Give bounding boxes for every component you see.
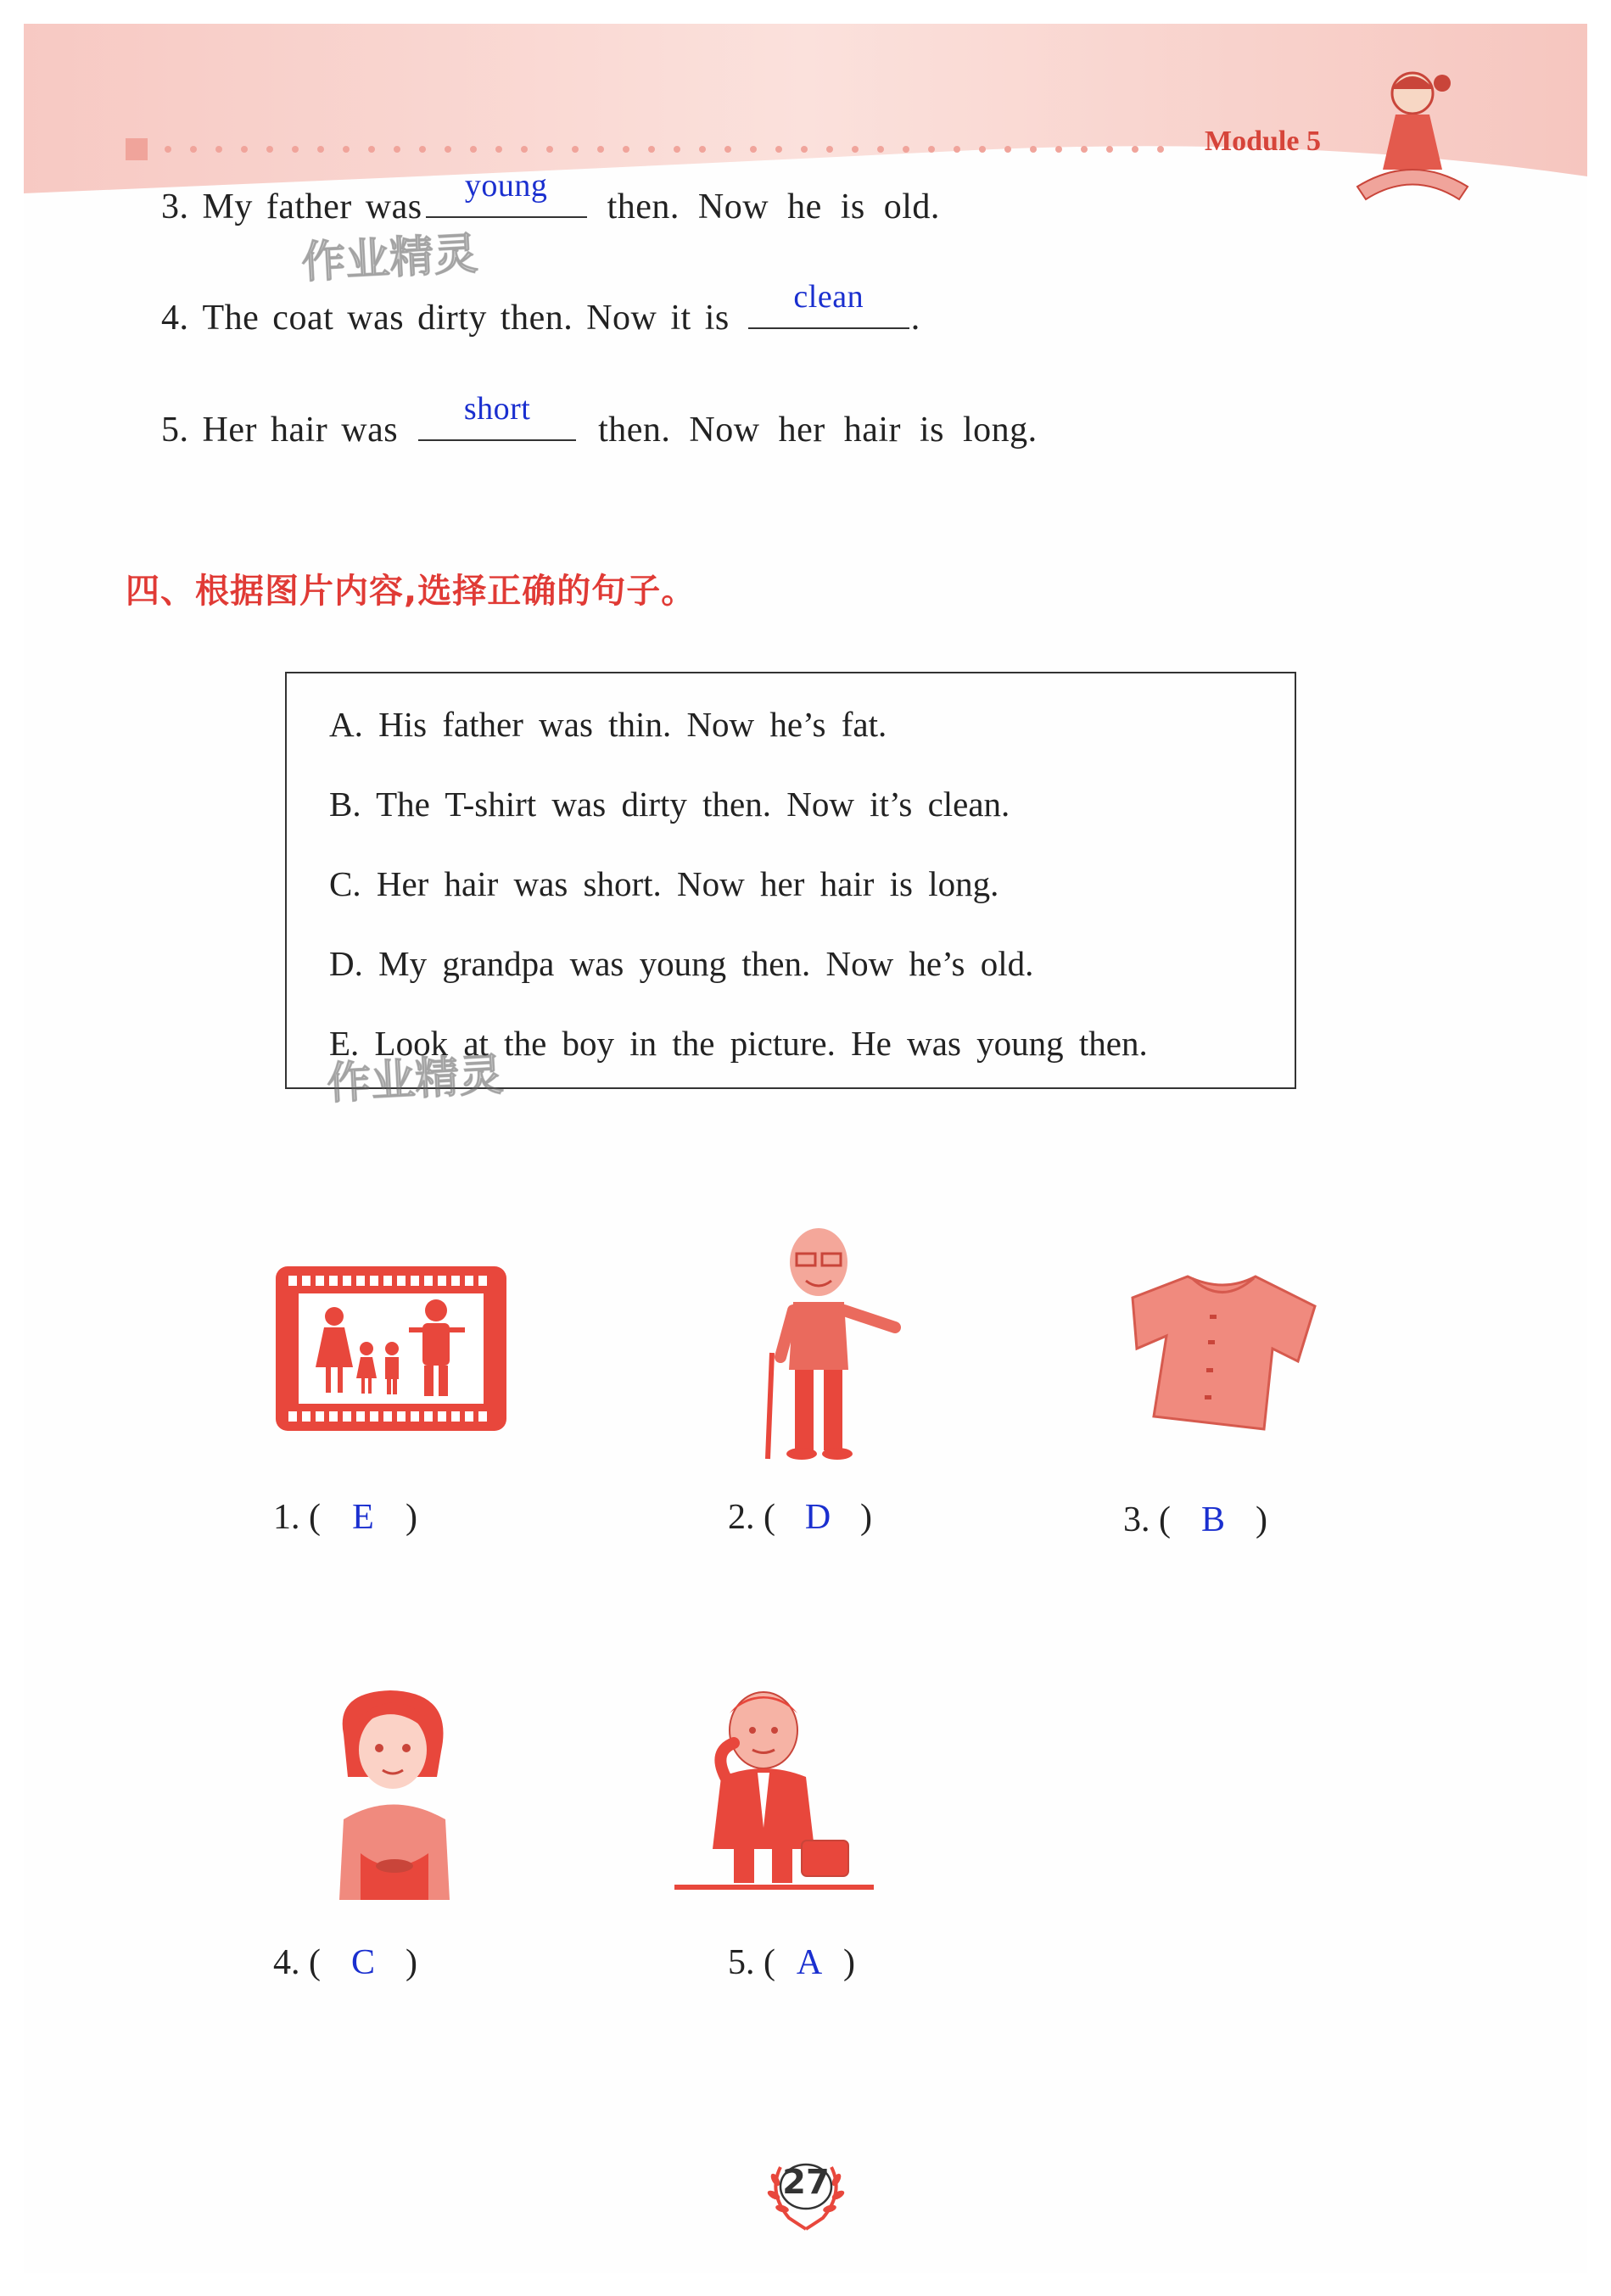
answer-text[interactable]: C xyxy=(350,1943,375,1982)
girl-reading-icon xyxy=(1349,59,1476,204)
option-c: C. Her hair was short. Now her hair is long. xyxy=(329,864,999,903)
answer-item-5: 5. ( A ) xyxy=(728,1943,855,1982)
answer-text[interactable]: D xyxy=(804,1498,831,1537)
answer-item-2: 2. ( D ) xyxy=(728,1498,872,1537)
option-b: B. The T-shirt was dirty then. Now it’s clean. xyxy=(329,785,1010,824)
option-e: E. Look at the boy in the picture. He was young then. xyxy=(329,1024,1148,1063)
answer-text: young xyxy=(464,168,548,204)
page xyxy=(24,24,1587,2273)
answer-item-3: 3. ( B ) xyxy=(1123,1500,1267,1539)
answer-text[interactable]: E xyxy=(352,1498,374,1537)
grandpa-icon xyxy=(759,1221,920,1467)
page-number: 27 xyxy=(764,2154,848,2231)
options-box xyxy=(285,672,1296,1089)
option-a: A. His father was thin. Now he’s fat. xyxy=(329,705,887,744)
answer-text: short xyxy=(463,391,531,427)
answer-blank[interactable] xyxy=(426,168,587,218)
answer-item-4: 4. ( C ) xyxy=(273,1943,417,1982)
answer-text[interactable]: B xyxy=(1200,1500,1225,1539)
fill-in-item-5: 5. Her hair was short then. Now her hair is long. xyxy=(161,391,1038,450)
watermark: 作业精灵 xyxy=(325,1049,505,1110)
woman-long-hair-icon xyxy=(327,1684,462,1900)
answer-text[interactable]: A xyxy=(796,1943,823,1982)
answer-item-1: 1. ( E ) xyxy=(273,1498,417,1537)
family-photo-icon xyxy=(273,1264,509,1433)
fill-in-item-4: 4. The coat was dirty then. Now it is clean . xyxy=(161,279,920,338)
answer-blank[interactable] xyxy=(748,279,909,329)
answer-blank[interactable] xyxy=(418,391,576,441)
module-label: Module 5 xyxy=(1205,126,1321,157)
section-title: 四、根据图片内容,选择正确的句子。 xyxy=(126,572,696,611)
t-shirt-icon xyxy=(1128,1268,1323,1438)
answer-text: clean xyxy=(793,279,864,315)
watermark: 作业精灵 xyxy=(299,228,479,289)
option-d: D. My grandpa was young then. Now he’s old. xyxy=(329,944,1034,983)
fill-in-item-3: 3. My father was young then. Now he is old. xyxy=(161,168,940,226)
fat-man-icon xyxy=(674,1684,878,1891)
